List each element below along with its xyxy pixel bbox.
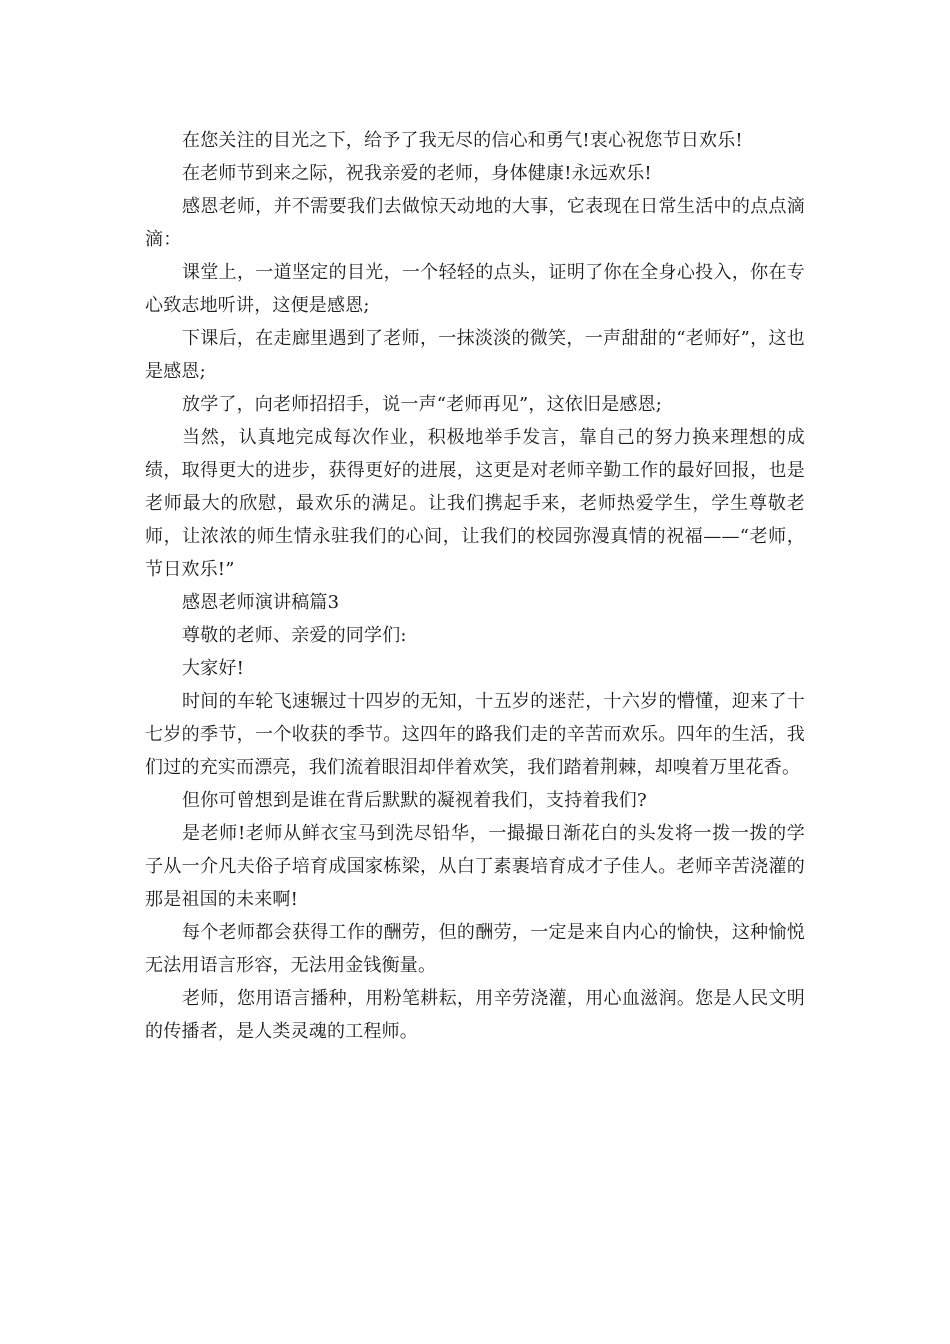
paragraph-5: 下课后，在走廊里遇到了老师，一抹淡淡的微笑，一声甜甜的“老师好”，这也是感恩;: [145, 328, 805, 382]
salutation: 尊敬的老师、亲爱的同学们:: [182, 625, 407, 646]
paragraph-12: 老师，您用语言播种，用粉笔耕耘，用辛劳浇灌，用心血滋润。您是人民文明的传播者，是人类灵魂的工程师。: [145, 988, 805, 1042]
paragraph-10: 是老师!老师从鲜衣宝马到洗尽铅华，一撮撮日渐花白的头发将一拨一拨的学子从一介凡夫俗子培育成国家栋梁，从白丁素裹培育成才子佳人。老师辛苦浇灌的那是祖国的未来啊!: [145, 823, 805, 910]
paragraph-9: 但你可曾想到是谁在背后默默的凝视着我们，支持着我们?: [182, 790, 647, 811]
paragraph-8: 时间的车轮飞速辗过十四岁的无知，十五岁的迷茫，十六岁的懵懂，迎来了十七岁的季节，一个收获的季节。这四年的路我们走的辛苦而欢乐。四年的生活，我们过的充实而漂亮，我们流着眼泪却伴着欢笑，我们踏着荆棘，却嗅着万里花香。: [145, 691, 805, 778]
paragraph-4: 课堂上，一道坚定的目光，一个轻轻的点头，证明了你在全身心投入，你在专心致志地听讲，这便是感恩;: [145, 262, 805, 316]
paragraph-2: 在老师节到来之际，祝我亲爱的老师，身体健康!永远欢乐!: [182, 163, 652, 184]
paragraph-11: 每个老师都会获得工作的酬劳，但的酬劳，一定是来自内心的愉快，这种愉悦无法用语言形容，无法用金钱衡量。: [145, 922, 805, 976]
section-heading: 感恩老师演讲稿篇3: [182, 592, 340, 613]
paragraph-3: 感恩老师，并不需要我们去做惊天动地的大事，它表现在日常生活中的点点滴滴：: [145, 196, 805, 250]
paragraph-7: 当然，认真地完成每次作业，积极地举手发言，靠自己的努力换来理想的成绩，取得更大的进步，获得更好的进展，这更是对老师辛勤工作的最好回报，也是老师最大的欣慰，最欢乐的满足。让我们携起手来，老师热爱学生，学生尊敬老师，让浓浓的师生情永驻我们的心间，让我们的校园弥漫真情的祝福——“老师，节日欢乐!”: [145, 427, 805, 580]
document-body: [145, 124, 805, 1048]
greeting: 大家好!: [182, 658, 245, 679]
paragraph-6: 放学了，向老师招招手，说一声“老师再见”，这依旧是感恩;: [182, 394, 663, 415]
paragraph-1: 在您关注的目光之下，给予了我无尽的信心和勇气!衷心祝您节日欢乐!: [182, 130, 743, 151]
